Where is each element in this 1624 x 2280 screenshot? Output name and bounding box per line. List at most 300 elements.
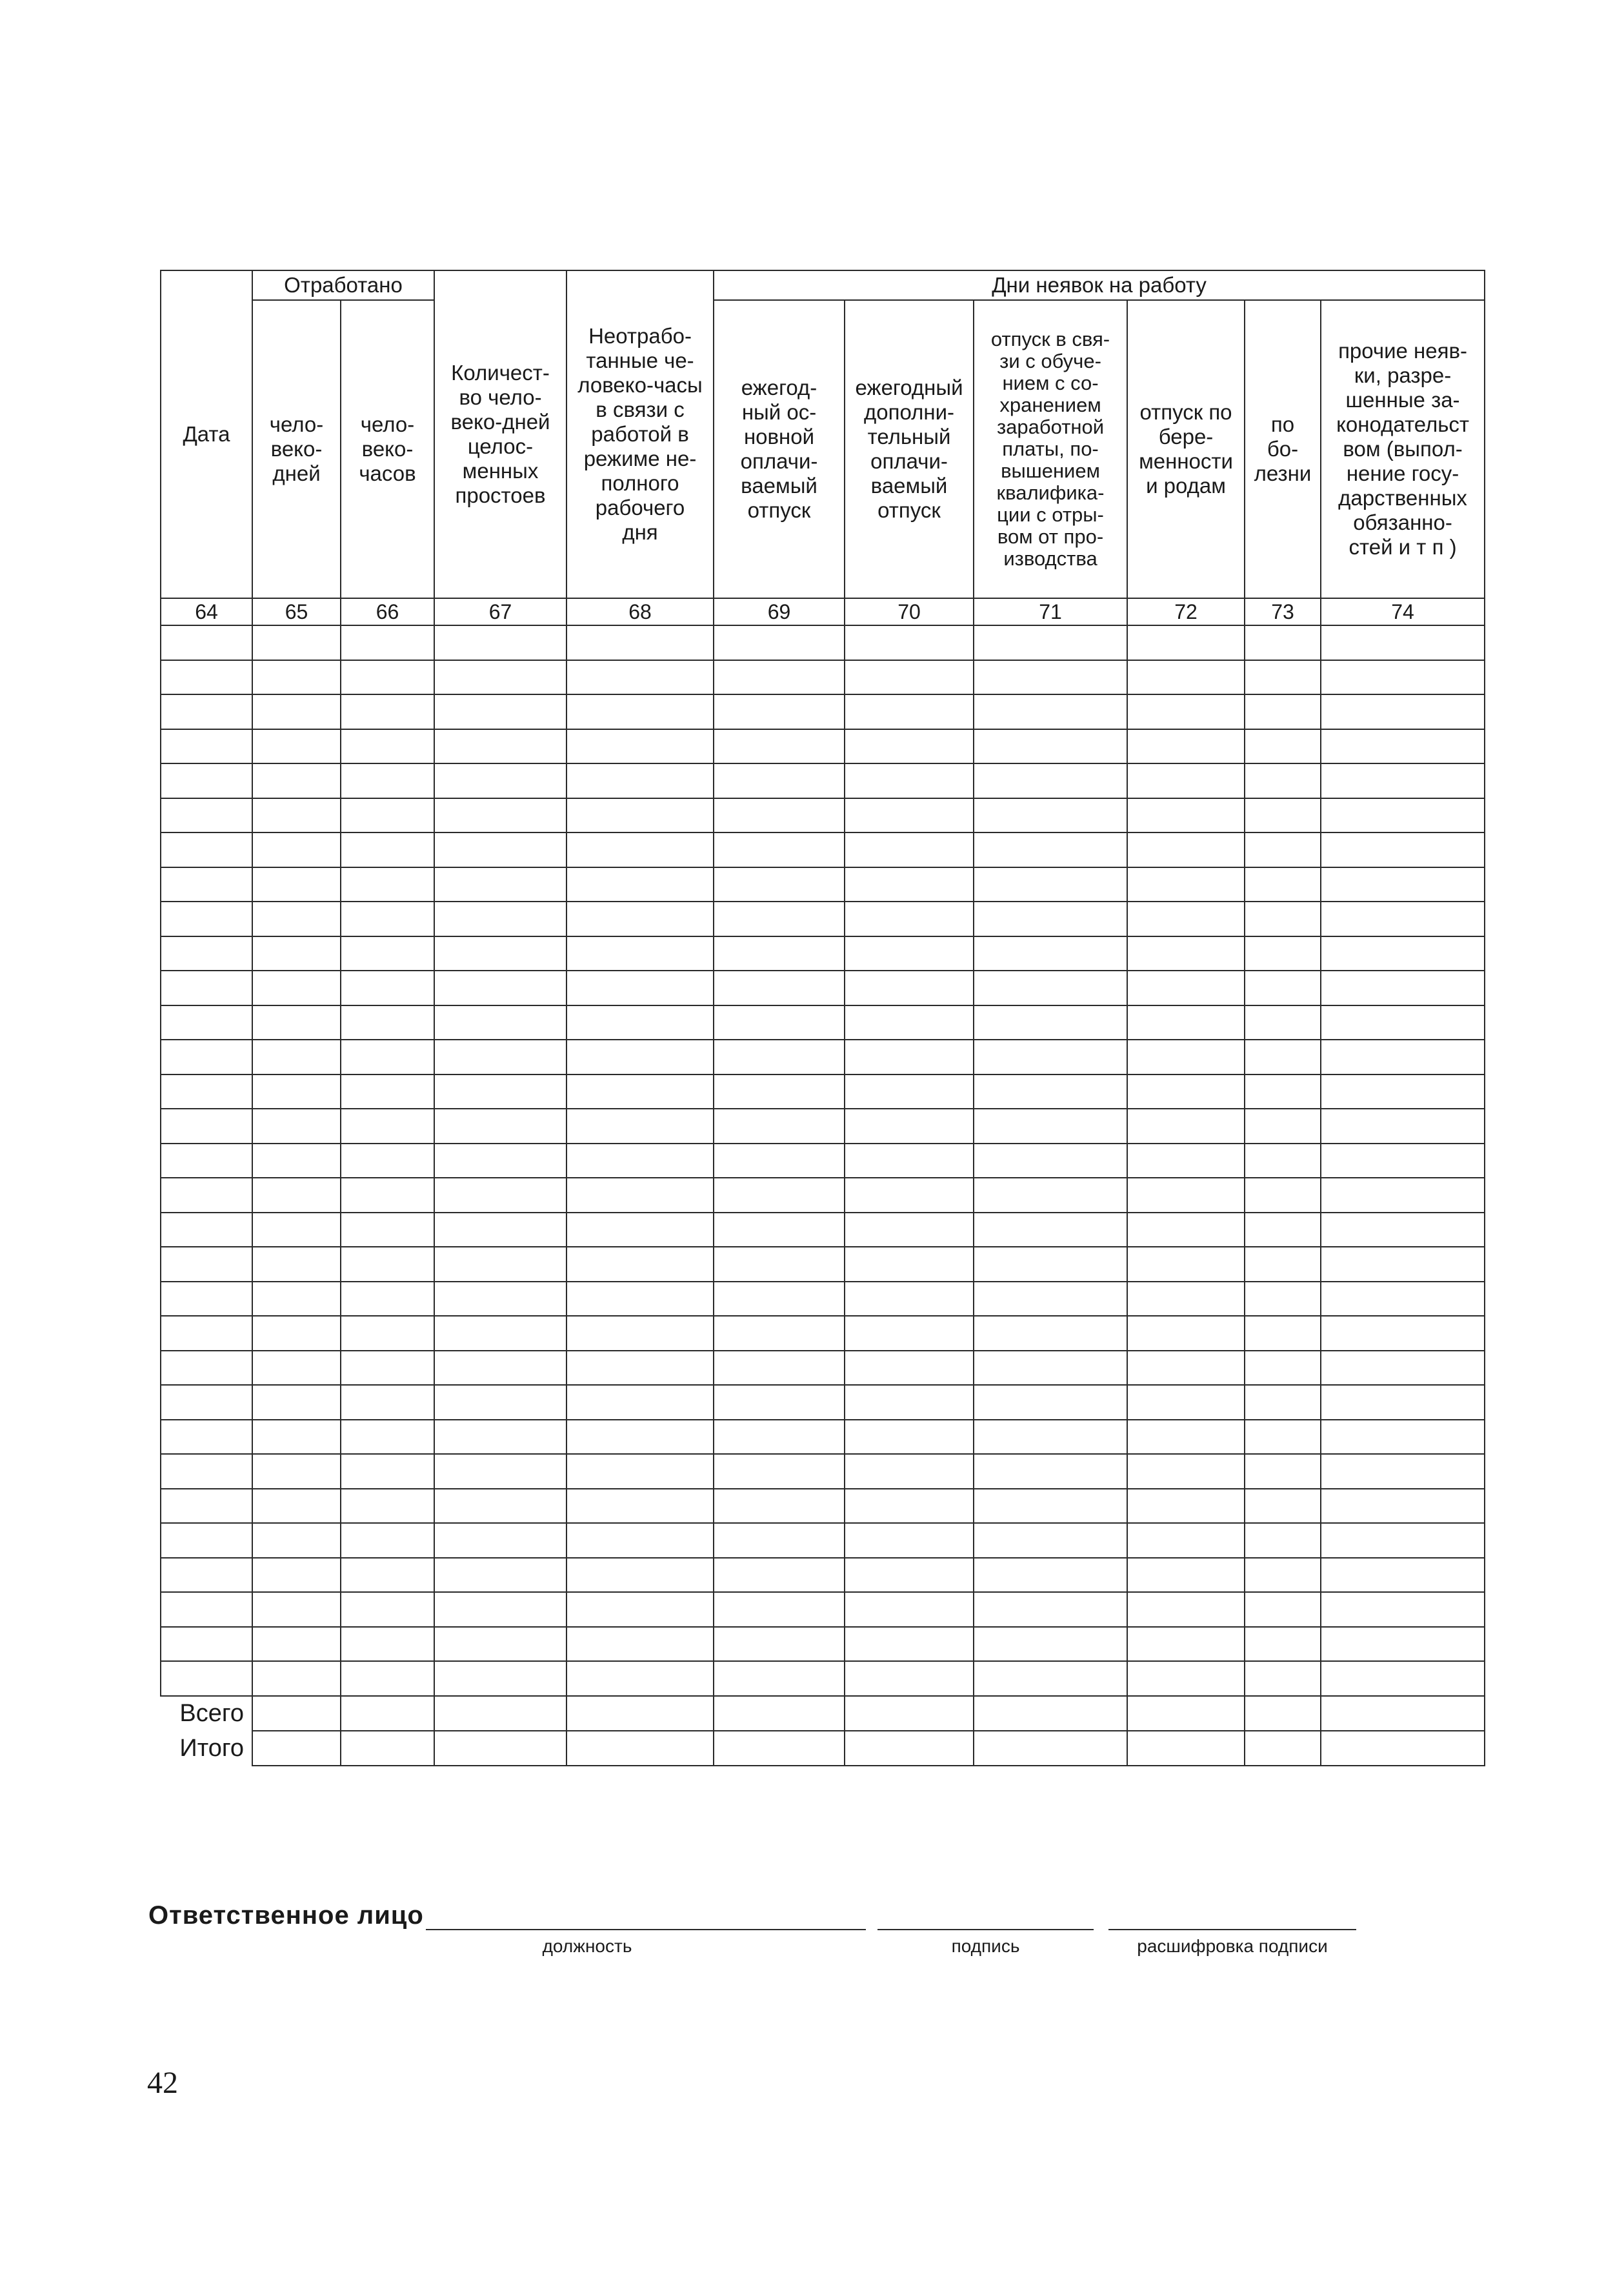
table-cell[interactable] bbox=[161, 1247, 252, 1282]
table-cell[interactable] bbox=[1321, 902, 1485, 936]
table-cell[interactable] bbox=[1245, 832, 1321, 867]
table-cell[interactable] bbox=[566, 902, 714, 936]
table-cell[interactable] bbox=[714, 1420, 845, 1455]
total-cell[interactable] bbox=[845, 1731, 974, 1766]
table-cell[interactable] bbox=[434, 1247, 566, 1282]
table-cell[interactable] bbox=[434, 1144, 566, 1178]
table-cell[interactable] bbox=[566, 936, 714, 971]
table-cell[interactable] bbox=[974, 660, 1127, 695]
table-cell[interactable] bbox=[252, 1558, 341, 1593]
table-cell[interactable] bbox=[1127, 971, 1245, 1005]
table-cell[interactable] bbox=[161, 832, 252, 867]
table-cell[interactable] bbox=[341, 1489, 434, 1524]
table-cell[interactable] bbox=[845, 1074, 974, 1109]
table-cell[interactable] bbox=[566, 660, 714, 695]
table-cell[interactable] bbox=[845, 1316, 974, 1351]
table-cell[interactable] bbox=[252, 1074, 341, 1109]
table-cell[interactable] bbox=[161, 902, 252, 936]
table-cell[interactable] bbox=[252, 1144, 341, 1178]
table-cell[interactable] bbox=[161, 1489, 252, 1524]
table-cell[interactable] bbox=[974, 1420, 1127, 1455]
table-cell[interactable] bbox=[341, 1040, 434, 1074]
table-cell[interactable] bbox=[974, 936, 1127, 971]
table-cell[interactable] bbox=[845, 1489, 974, 1524]
table-cell[interactable] bbox=[1245, 1074, 1321, 1109]
table-cell[interactable] bbox=[1321, 1523, 1485, 1558]
table-cell[interactable] bbox=[434, 1454, 566, 1489]
table-cell[interactable] bbox=[1245, 971, 1321, 1005]
table-cell[interactable] bbox=[434, 1178, 566, 1213]
table-cell[interactable] bbox=[845, 1420, 974, 1455]
table-cell[interactable] bbox=[974, 1627, 1127, 1662]
table-cell[interactable] bbox=[714, 867, 845, 902]
table-cell[interactable] bbox=[566, 1627, 714, 1662]
table-cell[interactable] bbox=[341, 1109, 434, 1144]
table-cell[interactable] bbox=[1321, 1627, 1485, 1662]
table-cell[interactable] bbox=[845, 1592, 974, 1627]
table-cell[interactable] bbox=[252, 867, 341, 902]
table-cell[interactable] bbox=[974, 971, 1127, 1005]
total-cell[interactable] bbox=[434, 1696, 566, 1731]
table-cell[interactable] bbox=[434, 1523, 566, 1558]
table-cell[interactable] bbox=[252, 1454, 341, 1489]
table-cell[interactable] bbox=[566, 1213, 714, 1247]
table-cell[interactable] bbox=[341, 936, 434, 971]
table-cell[interactable] bbox=[974, 1558, 1127, 1593]
table-cell[interactable] bbox=[161, 971, 252, 1005]
table-cell[interactable] bbox=[714, 971, 845, 1005]
table-cell[interactable] bbox=[434, 1282, 566, 1317]
table-cell[interactable] bbox=[1127, 1351, 1245, 1386]
table-cell[interactable] bbox=[714, 1627, 845, 1662]
table-cell[interactable] bbox=[1245, 1109, 1321, 1144]
table-cell[interactable] bbox=[434, 625, 566, 660]
table-cell[interactable] bbox=[161, 1282, 252, 1317]
table-cell[interactable] bbox=[434, 1005, 566, 1040]
table-cell[interactable] bbox=[1321, 1144, 1485, 1178]
table-cell[interactable] bbox=[1321, 867, 1485, 902]
table-cell[interactable] bbox=[974, 1074, 1127, 1109]
table-cell[interactable] bbox=[1321, 1213, 1485, 1247]
table-cell[interactable] bbox=[566, 867, 714, 902]
table-cell[interactable] bbox=[161, 1144, 252, 1178]
table-cell[interactable] bbox=[566, 832, 714, 867]
table-cell[interactable] bbox=[1321, 763, 1485, 798]
table-cell[interactable] bbox=[252, 1213, 341, 1247]
table-cell[interactable] bbox=[1321, 1282, 1485, 1317]
table-cell[interactable] bbox=[1245, 1420, 1321, 1455]
table-cell[interactable] bbox=[566, 1420, 714, 1455]
table-cell[interactable] bbox=[434, 1661, 566, 1696]
table-cell[interactable] bbox=[714, 1523, 845, 1558]
table-cell[interactable] bbox=[434, 1385, 566, 1420]
table-cell[interactable] bbox=[1127, 1144, 1245, 1178]
table-cell[interactable] bbox=[566, 1316, 714, 1351]
table-cell[interactable] bbox=[714, 1005, 845, 1040]
total-cell[interactable] bbox=[1245, 1731, 1321, 1766]
table-cell[interactable] bbox=[714, 1109, 845, 1144]
table-cell[interactable] bbox=[1245, 1558, 1321, 1593]
table-cell[interactable] bbox=[714, 1247, 845, 1282]
table-cell[interactable] bbox=[566, 1074, 714, 1109]
total-cell[interactable] bbox=[1321, 1731, 1485, 1766]
table-cell[interactable] bbox=[434, 832, 566, 867]
table-cell[interactable] bbox=[1321, 1316, 1485, 1351]
table-cell[interactable] bbox=[845, 936, 974, 971]
table-cell[interactable] bbox=[1127, 1592, 1245, 1627]
table-cell[interactable] bbox=[714, 1213, 845, 1247]
table-cell[interactable] bbox=[434, 1040, 566, 1074]
table-cell[interactable] bbox=[1245, 867, 1321, 902]
table-cell[interactable] bbox=[1245, 1627, 1321, 1662]
table-cell[interactable] bbox=[341, 1523, 434, 1558]
table-cell[interactable] bbox=[714, 832, 845, 867]
table-cell[interactable] bbox=[566, 1454, 714, 1489]
table-cell[interactable] bbox=[1127, 1489, 1245, 1524]
table-cell[interactable] bbox=[714, 1385, 845, 1420]
table-cell[interactable] bbox=[252, 971, 341, 1005]
table-cell[interactable] bbox=[566, 1523, 714, 1558]
table-cell[interactable] bbox=[161, 1420, 252, 1455]
table-cell[interactable] bbox=[161, 1213, 252, 1247]
table-cell[interactable] bbox=[161, 1627, 252, 1662]
table-cell[interactable] bbox=[252, 1282, 341, 1317]
table-cell[interactable] bbox=[1321, 1074, 1485, 1109]
table-cell[interactable] bbox=[161, 763, 252, 798]
table-cell[interactable] bbox=[1245, 1592, 1321, 1627]
table-cell[interactable] bbox=[252, 1420, 341, 1455]
table-cell[interactable] bbox=[974, 1109, 1127, 1144]
table-cell[interactable] bbox=[252, 1005, 341, 1040]
table-cell[interactable] bbox=[341, 1213, 434, 1247]
table-cell[interactable] bbox=[714, 1558, 845, 1593]
total-cell[interactable] bbox=[1127, 1696, 1245, 1731]
table-cell[interactable] bbox=[434, 1558, 566, 1593]
table-cell[interactable] bbox=[845, 763, 974, 798]
total-cell[interactable] bbox=[1127, 1731, 1245, 1766]
table-cell[interactable] bbox=[1321, 1385, 1485, 1420]
table-cell[interactable] bbox=[1127, 1627, 1245, 1662]
table-cell[interactable] bbox=[714, 902, 845, 936]
table-cell[interactable] bbox=[566, 1005, 714, 1040]
table-cell[interactable] bbox=[845, 1040, 974, 1074]
table-cell[interactable] bbox=[1127, 1420, 1245, 1455]
table-cell[interactable] bbox=[161, 1040, 252, 1074]
table-cell[interactable] bbox=[714, 1316, 845, 1351]
table-cell[interactable] bbox=[1245, 1247, 1321, 1282]
table-cell[interactable] bbox=[845, 1454, 974, 1489]
table-cell[interactable] bbox=[1321, 1558, 1485, 1593]
table-cell[interactable] bbox=[341, 971, 434, 1005]
table-cell[interactable] bbox=[1127, 902, 1245, 936]
table-cell[interactable] bbox=[341, 763, 434, 798]
table-cell[interactable] bbox=[566, 729, 714, 764]
table-cell[interactable] bbox=[161, 1351, 252, 1386]
table-cell[interactable] bbox=[1127, 832, 1245, 867]
total-cell[interactable] bbox=[566, 1731, 714, 1766]
total-cell[interactable] bbox=[845, 1696, 974, 1731]
table-cell[interactable] bbox=[1321, 1040, 1485, 1074]
table-cell[interactable] bbox=[1321, 1178, 1485, 1213]
table-cell[interactable] bbox=[434, 867, 566, 902]
table-cell[interactable] bbox=[252, 1385, 341, 1420]
table-cell[interactable] bbox=[974, 1661, 1127, 1696]
table-cell[interactable] bbox=[341, 1005, 434, 1040]
table-cell[interactable] bbox=[341, 729, 434, 764]
table-cell[interactable] bbox=[1127, 1454, 1245, 1489]
table-cell[interactable] bbox=[252, 729, 341, 764]
table-cell[interactable] bbox=[1127, 694, 1245, 729]
table-cell[interactable] bbox=[161, 1385, 252, 1420]
table-cell[interactable] bbox=[434, 729, 566, 764]
total-cell[interactable] bbox=[1245, 1696, 1321, 1731]
table-cell[interactable] bbox=[341, 832, 434, 867]
table-cell[interactable] bbox=[974, 1385, 1127, 1420]
table-cell[interactable] bbox=[845, 1109, 974, 1144]
table-cell[interactable] bbox=[1127, 1385, 1245, 1420]
table-cell[interactable] bbox=[341, 1351, 434, 1386]
table-cell[interactable] bbox=[714, 1074, 845, 1109]
table-cell[interactable] bbox=[845, 1558, 974, 1593]
table-cell[interactable] bbox=[714, 1661, 845, 1696]
table-cell[interactable] bbox=[1321, 798, 1485, 833]
table-cell[interactable] bbox=[252, 1178, 341, 1213]
table-cell[interactable] bbox=[566, 971, 714, 1005]
table-cell[interactable] bbox=[566, 763, 714, 798]
table-cell[interactable] bbox=[714, 1489, 845, 1524]
table-cell[interactable] bbox=[1245, 1040, 1321, 1074]
table-cell[interactable] bbox=[566, 1109, 714, 1144]
table-cell[interactable] bbox=[974, 1144, 1127, 1178]
table-cell[interactable] bbox=[566, 1040, 714, 1074]
table-cell[interactable] bbox=[1127, 1074, 1245, 1109]
table-cell[interactable] bbox=[1245, 1316, 1321, 1351]
table-cell[interactable] bbox=[714, 936, 845, 971]
table-cell[interactable] bbox=[845, 1661, 974, 1696]
table-cell[interactable] bbox=[1127, 867, 1245, 902]
table-cell[interactable] bbox=[845, 798, 974, 833]
table-cell[interactable] bbox=[1245, 936, 1321, 971]
table-cell[interactable] bbox=[1321, 1005, 1485, 1040]
table-cell[interactable] bbox=[341, 1558, 434, 1593]
table-cell[interactable] bbox=[161, 798, 252, 833]
table-cell[interactable] bbox=[845, 971, 974, 1005]
table-cell[interactable] bbox=[566, 798, 714, 833]
total-cell[interactable] bbox=[714, 1731, 845, 1766]
table-cell[interactable] bbox=[1245, 1282, 1321, 1317]
table-cell[interactable] bbox=[434, 763, 566, 798]
table-cell[interactable] bbox=[161, 1074, 252, 1109]
table-cell[interactable] bbox=[974, 1454, 1127, 1489]
table-cell[interactable] bbox=[252, 694, 341, 729]
table-cell[interactable] bbox=[974, 1282, 1127, 1317]
table-cell[interactable] bbox=[566, 1661, 714, 1696]
table-cell[interactable] bbox=[1245, 1385, 1321, 1420]
table-cell[interactable] bbox=[714, 763, 845, 798]
table-cell[interactable] bbox=[974, 1351, 1127, 1386]
table-cell[interactable] bbox=[161, 1661, 252, 1696]
table-cell[interactable] bbox=[845, 1627, 974, 1662]
table-cell[interactable] bbox=[714, 1592, 845, 1627]
table-cell[interactable] bbox=[974, 625, 1127, 660]
table-cell[interactable] bbox=[341, 1627, 434, 1662]
table-cell[interactable] bbox=[252, 1040, 341, 1074]
table-cell[interactable] bbox=[566, 1489, 714, 1524]
table-cell[interactable] bbox=[341, 1247, 434, 1282]
table-cell[interactable] bbox=[1245, 694, 1321, 729]
table-cell[interactable] bbox=[1245, 1454, 1321, 1489]
table-cell[interactable] bbox=[1127, 1661, 1245, 1696]
table-cell[interactable] bbox=[434, 1420, 566, 1455]
table-cell[interactable] bbox=[1127, 1558, 1245, 1593]
table-cell[interactable] bbox=[1127, 1109, 1245, 1144]
table-cell[interactable] bbox=[845, 729, 974, 764]
table-cell[interactable] bbox=[341, 1592, 434, 1627]
table-cell[interactable] bbox=[341, 867, 434, 902]
table-cell[interactable] bbox=[714, 1282, 845, 1317]
table-cell[interactable] bbox=[252, 763, 341, 798]
table-cell[interactable] bbox=[714, 625, 845, 660]
total-cell[interactable] bbox=[434, 1731, 566, 1766]
table-cell[interactable] bbox=[1127, 798, 1245, 833]
table-cell[interactable] bbox=[1245, 902, 1321, 936]
table-cell[interactable] bbox=[845, 1351, 974, 1386]
table-cell[interactable] bbox=[341, 1074, 434, 1109]
table-cell[interactable] bbox=[1127, 936, 1245, 971]
table-cell[interactable] bbox=[1127, 763, 1245, 798]
total-cell[interactable] bbox=[714, 1696, 845, 1731]
table-cell[interactable] bbox=[161, 694, 252, 729]
table-cell[interactable] bbox=[974, 763, 1127, 798]
table-cell[interactable] bbox=[252, 936, 341, 971]
table-cell[interactable] bbox=[974, 1247, 1127, 1282]
table-cell[interactable] bbox=[974, 1489, 1127, 1524]
table-cell[interactable] bbox=[1127, 1005, 1245, 1040]
table-cell[interactable] bbox=[161, 1178, 252, 1213]
table-cell[interactable] bbox=[845, 660, 974, 695]
table-cell[interactable] bbox=[161, 660, 252, 695]
total-cell[interactable] bbox=[252, 1696, 341, 1731]
total-cell[interactable] bbox=[566, 1696, 714, 1731]
table-cell[interactable] bbox=[161, 625, 252, 660]
table-cell[interactable] bbox=[341, 1385, 434, 1420]
table-cell[interactable] bbox=[252, 1523, 341, 1558]
table-cell[interactable] bbox=[341, 798, 434, 833]
table-cell[interactable] bbox=[161, 729, 252, 764]
table-cell[interactable] bbox=[1127, 1523, 1245, 1558]
table-cell[interactable] bbox=[252, 1247, 341, 1282]
table-cell[interactable] bbox=[974, 729, 1127, 764]
table-cell[interactable] bbox=[161, 1523, 252, 1558]
table-cell[interactable] bbox=[714, 1144, 845, 1178]
table-cell[interactable] bbox=[1127, 660, 1245, 695]
table-cell[interactable] bbox=[714, 1040, 845, 1074]
table-cell[interactable] bbox=[974, 798, 1127, 833]
table-cell[interactable] bbox=[845, 1144, 974, 1178]
position-field[interactable] bbox=[426, 1929, 866, 1930]
table-cell[interactable] bbox=[714, 1454, 845, 1489]
table-cell[interactable] bbox=[1321, 625, 1485, 660]
table-cell[interactable] bbox=[974, 1040, 1127, 1074]
table-cell[interactable] bbox=[341, 625, 434, 660]
table-cell[interactable] bbox=[1321, 1420, 1485, 1455]
table-cell[interactable] bbox=[1127, 1316, 1245, 1351]
table-cell[interactable] bbox=[1245, 1005, 1321, 1040]
table-cell[interactable] bbox=[252, 1109, 341, 1144]
table-cell[interactable] bbox=[161, 867, 252, 902]
table-cell[interactable] bbox=[161, 1109, 252, 1144]
table-cell[interactable] bbox=[845, 1213, 974, 1247]
table-cell[interactable] bbox=[845, 625, 974, 660]
table-cell[interactable] bbox=[434, 1213, 566, 1247]
table-cell[interactable] bbox=[252, 1592, 341, 1627]
table-cell[interactable] bbox=[714, 729, 845, 764]
table-cell[interactable] bbox=[252, 1627, 341, 1662]
table-cell[interactable] bbox=[252, 832, 341, 867]
table-cell[interactable] bbox=[845, 1385, 974, 1420]
table-cell[interactable] bbox=[1321, 729, 1485, 764]
table-cell[interactable] bbox=[714, 694, 845, 729]
table-cell[interactable] bbox=[1321, 1247, 1485, 1282]
table-cell[interactable] bbox=[1321, 694, 1485, 729]
table-cell[interactable] bbox=[845, 867, 974, 902]
table-cell[interactable] bbox=[434, 1489, 566, 1524]
table-cell[interactable] bbox=[161, 1454, 252, 1489]
table-cell[interactable] bbox=[1245, 798, 1321, 833]
table-cell[interactable] bbox=[566, 1351, 714, 1386]
table-cell[interactable] bbox=[1127, 625, 1245, 660]
table-cell[interactable] bbox=[1321, 1661, 1485, 1696]
table-cell[interactable] bbox=[1321, 1454, 1485, 1489]
table-cell[interactable] bbox=[974, 694, 1127, 729]
table-cell[interactable] bbox=[1245, 1489, 1321, 1524]
table-cell[interactable] bbox=[845, 1523, 974, 1558]
table-cell[interactable] bbox=[1321, 936, 1485, 971]
total-cell[interactable] bbox=[341, 1696, 434, 1731]
table-cell[interactable] bbox=[1245, 1661, 1321, 1696]
table-cell[interactable] bbox=[161, 1005, 252, 1040]
table-cell[interactable] bbox=[566, 694, 714, 729]
table-cell[interactable] bbox=[1245, 1144, 1321, 1178]
table-cell[interactable] bbox=[1245, 1178, 1321, 1213]
table-cell[interactable] bbox=[341, 1144, 434, 1178]
table-cell[interactable] bbox=[1127, 1040, 1245, 1074]
table-cell[interactable] bbox=[714, 660, 845, 695]
table-cell[interactable] bbox=[161, 936, 252, 971]
signature-decoding-field[interactable] bbox=[1108, 1929, 1356, 1930]
table-cell[interactable] bbox=[1321, 1351, 1485, 1386]
table-cell[interactable] bbox=[566, 1558, 714, 1593]
signature-field[interactable] bbox=[877, 1929, 1094, 1930]
table-cell[interactable] bbox=[1127, 1178, 1245, 1213]
table-cell[interactable] bbox=[252, 625, 341, 660]
table-cell[interactable] bbox=[161, 1558, 252, 1593]
table-cell[interactable] bbox=[341, 1178, 434, 1213]
table-cell[interactable] bbox=[974, 1178, 1127, 1213]
table-cell[interactable] bbox=[974, 1316, 1127, 1351]
table-cell[interactable] bbox=[434, 1627, 566, 1662]
table-cell[interactable] bbox=[252, 798, 341, 833]
table-cell[interactable] bbox=[434, 798, 566, 833]
table-cell[interactable] bbox=[341, 1282, 434, 1317]
table-cell[interactable] bbox=[974, 1523, 1127, 1558]
table-cell[interactable] bbox=[1245, 660, 1321, 695]
table-cell[interactable] bbox=[1321, 832, 1485, 867]
table-cell[interactable] bbox=[566, 1385, 714, 1420]
table-cell[interactable] bbox=[845, 1282, 974, 1317]
table-cell[interactable] bbox=[1321, 1489, 1485, 1524]
table-cell[interactable] bbox=[252, 660, 341, 695]
